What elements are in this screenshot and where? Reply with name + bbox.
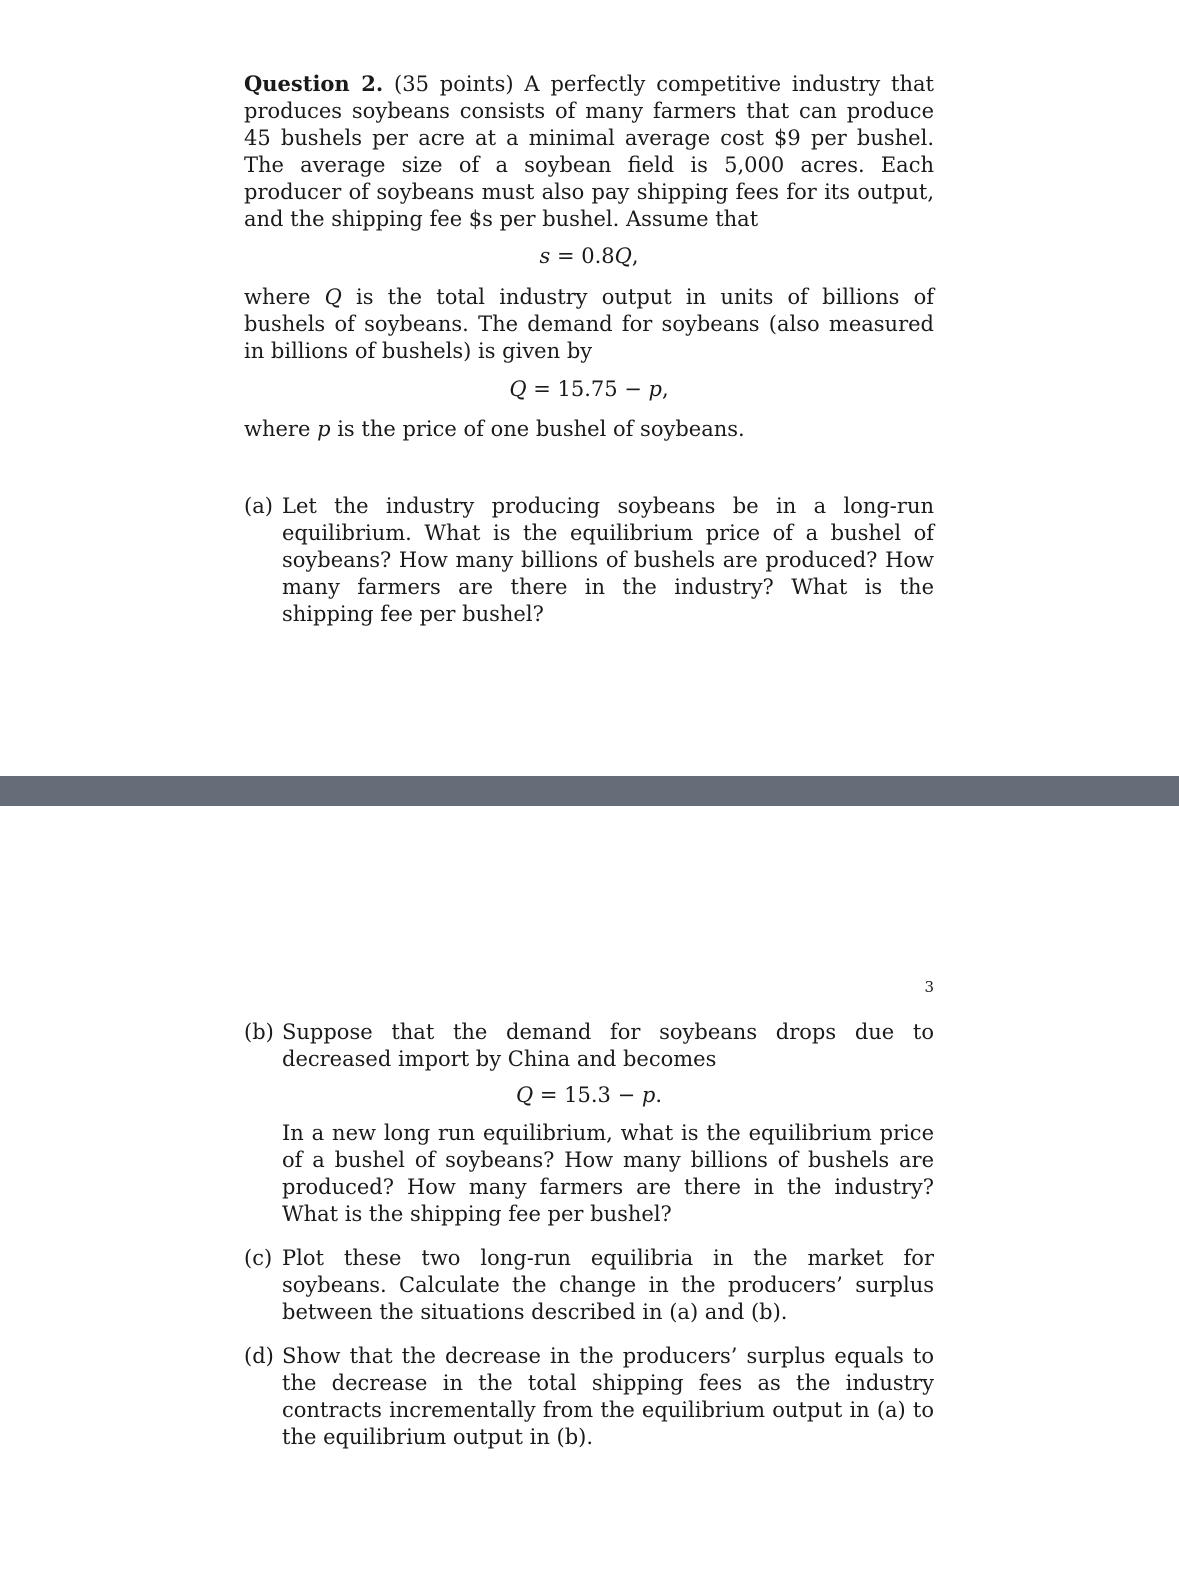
- demand-intro: [244, 284, 934, 365]
- b-eq-end: .: [655, 1083, 662, 1107]
- part-a: [244, 493, 934, 628]
- part-c-text: Plot these two long-run equilibria in the market for soybeans. Calculate the change in the producers’ surplus between the situations described in (a) and (b).: [282, 1246, 934, 1324]
- eq1-rhs: = 0.8: [550, 244, 615, 268]
- part-b-text: Suppose that the demand for soybeans drops due to decreased import by China and becomes: [282, 1020, 934, 1071]
- question-intro: [244, 70, 934, 233]
- part-c: [244, 1245, 934, 1326]
- where-p-var: p: [317, 417, 331, 441]
- page-number: 3: [924, 978, 934, 996]
- eq2-var: Q: [509, 377, 527, 401]
- part-d-label: (d): [244, 1344, 274, 1368]
- eq2-mid: = 15.75 −: [526, 377, 649, 401]
- page-gap-bar: [0, 776, 1179, 806]
- part-c-label: (c): [244, 1246, 273, 1270]
- part-a-text: Let the industry producing soybeans be in a long-run equilibrium. What is the equilibrium price of a bushel of soybeans? How many billions of bushels are produced? How many farmers are there in the industry? What is the shipping fee per bushel?: [282, 494, 934, 626]
- page-bottom: [0, 806, 1179, 1579]
- mid-var-q: Q: [324, 285, 342, 309]
- eq1-lhs: s: [539, 244, 551, 268]
- b-eq-p: p: [641, 1083, 656, 1107]
- page-top: [0, 0, 1179, 776]
- where-p-1: where: [244, 417, 318, 441]
- b-eq-mid: = 15.3 −: [533, 1083, 642, 1107]
- part-d: [244, 1343, 934, 1451]
- part-b-text2: In a new long run equilibrium, what is the equilibrium price of a bushel of soybeans? How many billions of bushels are produced? How many farmers are there in the industry? What is the shipping fee per bushel?: [282, 1121, 934, 1226]
- question-heading: Question 2.: [244, 71, 384, 96]
- part-b: [244, 1019, 934, 1073]
- part-d-text: Show that the decrease in the producers’ surplus equals to the decrease in the total shipping fees as the industry contracts incrementally from the equilibrium output in (a) to the equilibrium output in (b).: [282, 1344, 934, 1449]
- mid-text-2: is the total industry output in units of billions of bushels of soybeans. The demand for soybeans (also measured in billions of bushels) is given by: [244, 285, 934, 363]
- where-p-2: is the price of one bushel of soybeans.: [330, 417, 745, 441]
- eq1-var: Q: [614, 244, 632, 268]
- price-definition: [244, 416, 934, 443]
- part-b-label: (b): [244, 1020, 274, 1044]
- equation-shipping-fee: [244, 243, 934, 270]
- part-b-question: [244, 1120, 934, 1228]
- question-intro-text: (35 points) A perfectly competitive industry that produces soybeans consists of many farmers that can produce 45 bushels per acre at a minimal average cost $9 per bushel. The average size of a soybean field is 5,000 acres. Each producer of soybeans must also pay shipping fees for its output, and the shipping fee $s per bushel. Assume that: [244, 72, 934, 231]
- part-a-label: (a): [244, 494, 273, 518]
- equation-demand-b: [244, 1082, 934, 1109]
- eq1-end: ,: [631, 244, 639, 268]
- eq2-p: p: [648, 377, 662, 401]
- b-eq-var: Q: [515, 1083, 534, 1107]
- eq2-end: ,: [662, 377, 669, 401]
- equation-demand-a: [244, 376, 934, 403]
- mid-text-1: where: [244, 285, 325, 309]
